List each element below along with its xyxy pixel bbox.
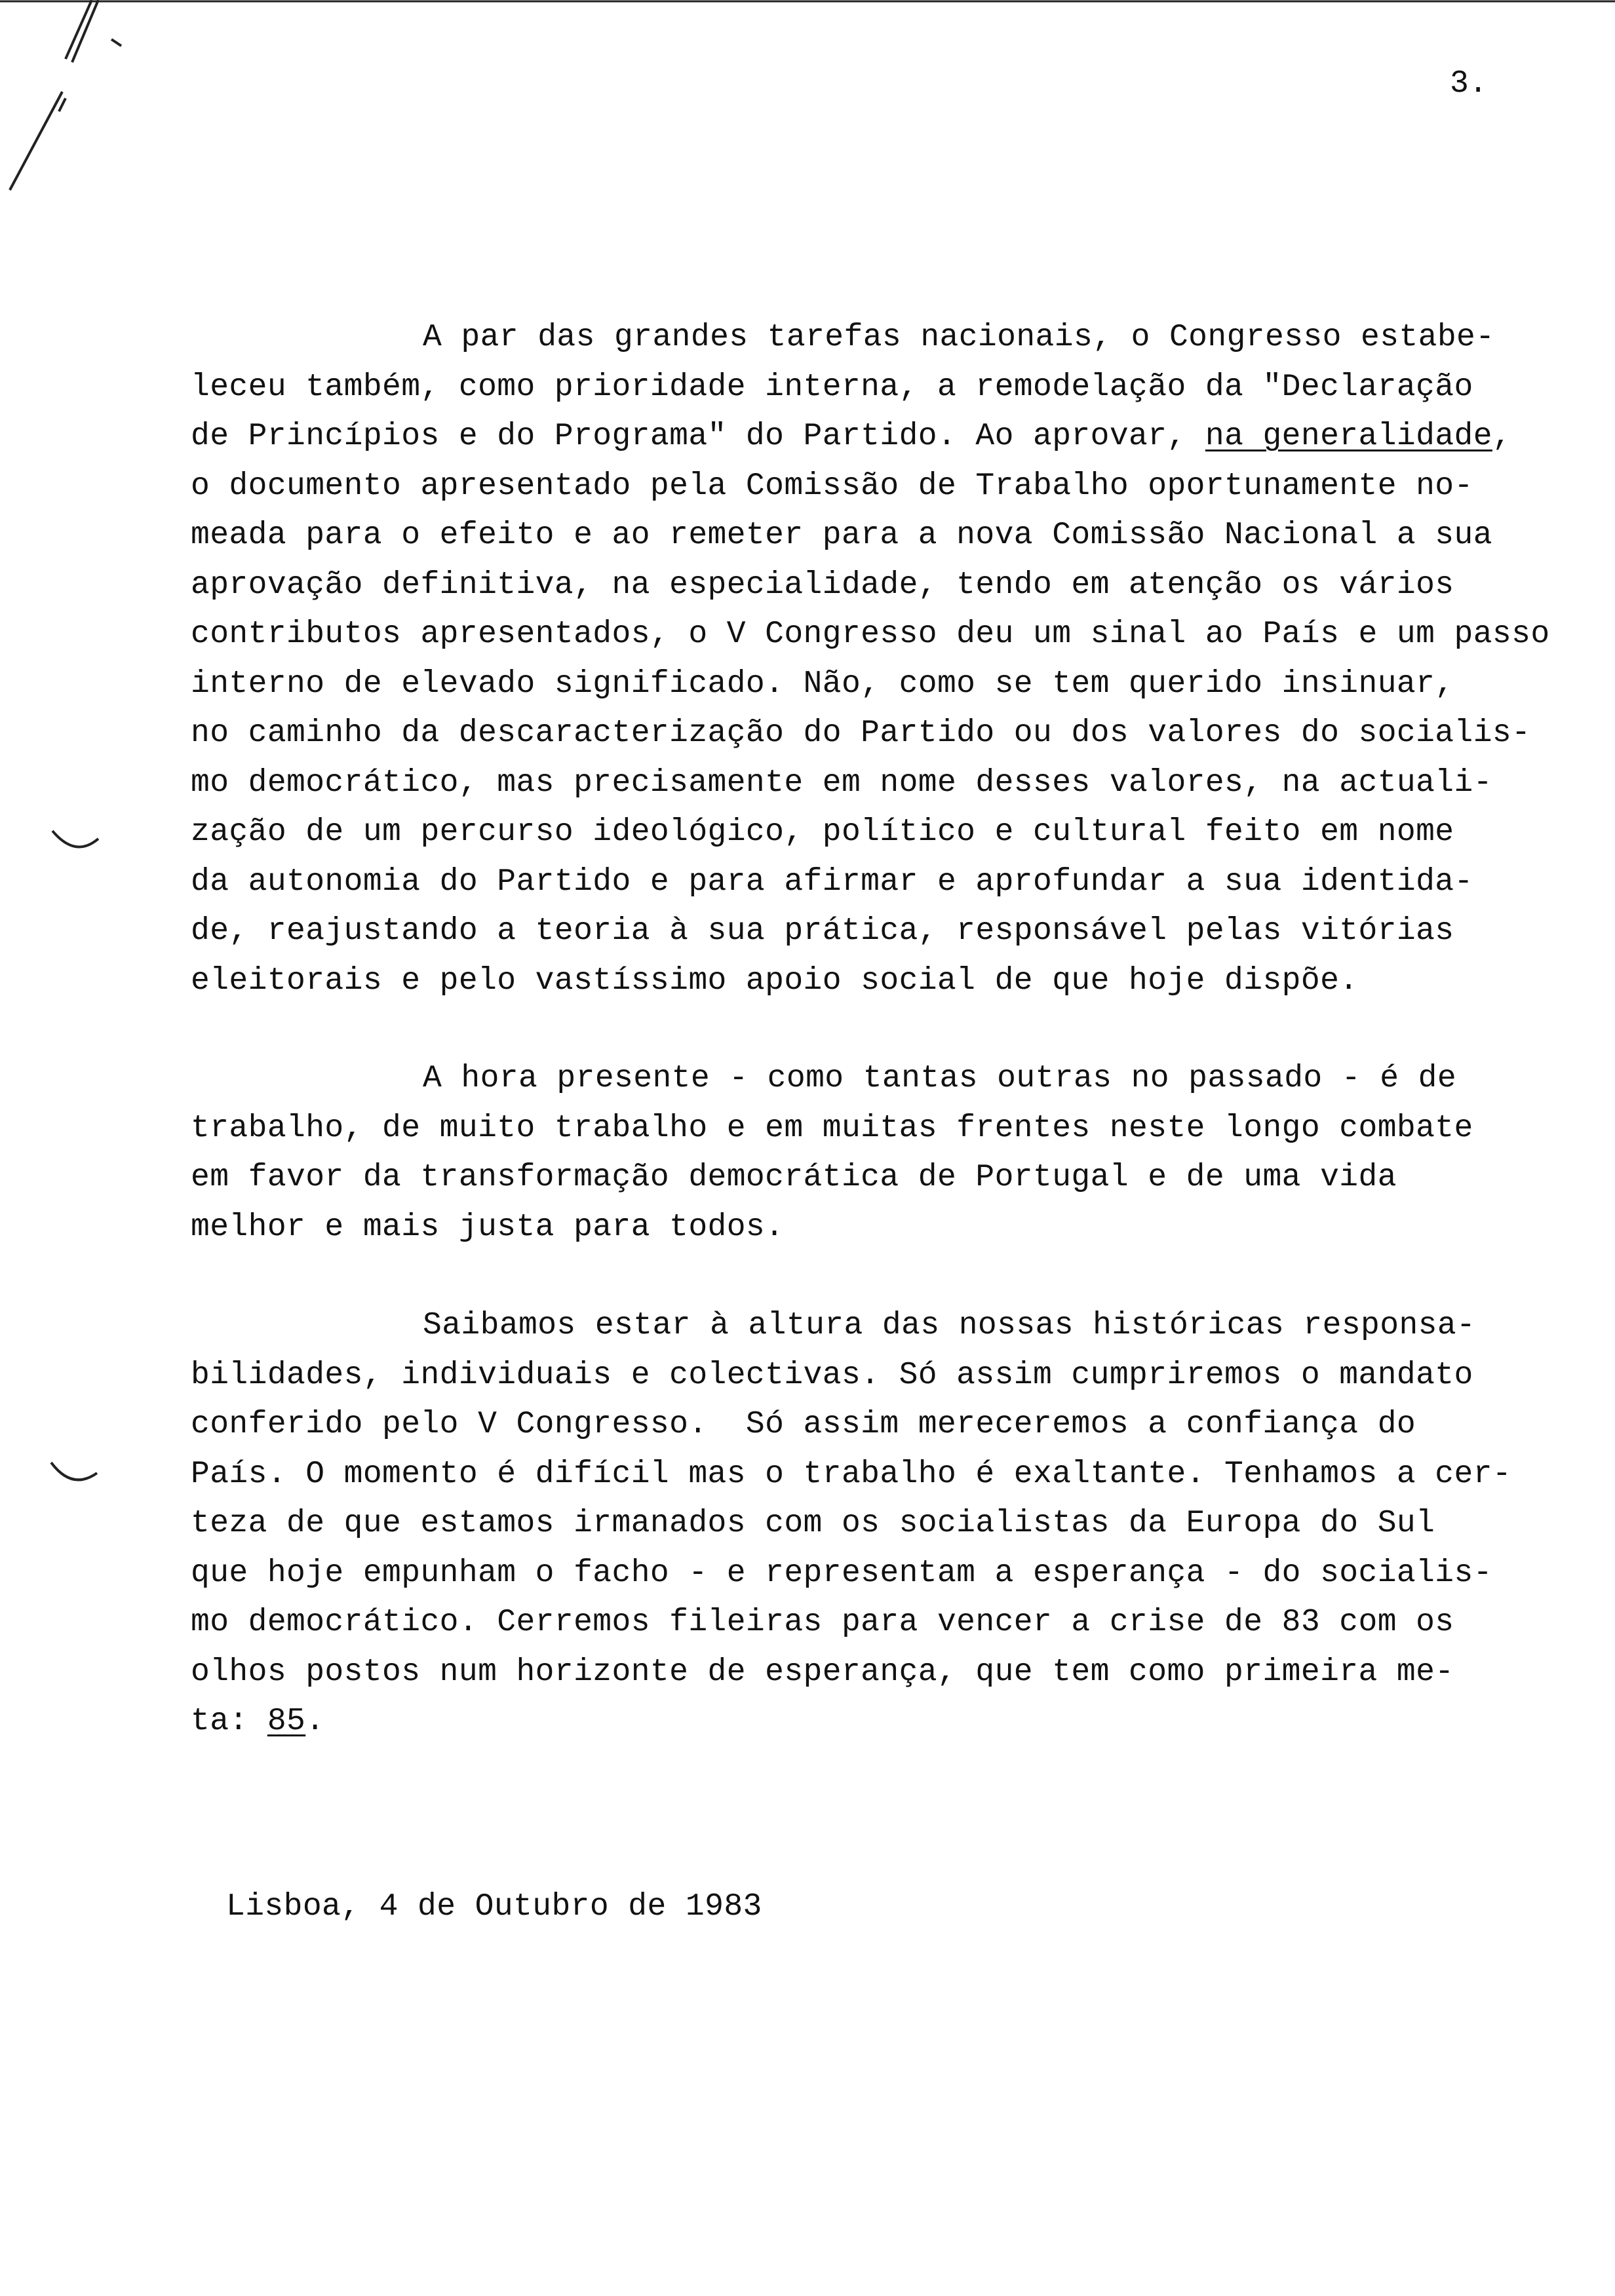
- text-segment: Saibamos estar à altura das nossas históricas responsa-: [423, 1308, 1476, 1343]
- text-line: [423, 318, 1494, 357]
- text-segment: leceu também, como prioridade interna, a remodelação da "Declaração: [191, 369, 1473, 405]
- text-segment: trabalho, de muito trabalho e em muitas frentes neste longo combate: [191, 1110, 1473, 1146]
- text-line: [191, 1504, 1435, 1543]
- text-line: [191, 1208, 784, 1247]
- slash-mark: [66, 0, 121, 62]
- text-line: [191, 1455, 1511, 1494]
- text-line: [191, 1653, 1454, 1692]
- text-segment: teza de que estamos irmanados com os socialistas da Europa do Sul: [191, 1506, 1435, 1541]
- text-segment: aprovação definitiva, na especialidade, tendo em atenção os vários: [191, 567, 1454, 603]
- text-segment: bilidades, individuais e colectivas. Só assim cumpriremos o mandato: [191, 1357, 1473, 1393]
- text-line: [191, 516, 1492, 555]
- text-segment: de, reajustando a teoria à sua prática, responsável pelas vitórias: [191, 913, 1454, 949]
- text-line: [191, 961, 1359, 1001]
- text-line: [191, 417, 1511, 456]
- text-segment: que hoje empunham o facho - e representam a esperança - do socialis-: [191, 1555, 1492, 1591]
- text-line: [423, 1059, 1456, 1098]
- text-line: [191, 714, 1530, 753]
- text-segment: eleitorais e pelo vastíssimo apoio social de que hoje dispõe.: [191, 963, 1359, 999]
- text-line: [191, 1702, 324, 1741]
- text-line: [191, 1158, 1397, 1197]
- text-segment: de Princípios e do Programa" do Partido. Ao aprovar,: [191, 419, 1205, 454]
- text-line: [423, 1306, 1475, 1345]
- text-segment: .: [305, 1704, 325, 1739]
- text-segment: no caminho da descaracterização do Partido ou dos valores do socialis-: [191, 716, 1531, 751]
- text-line: [191, 763, 1492, 803]
- text-line: [191, 813, 1454, 852]
- text-segment: interno de elevado significado. Não, como se tem querido insinuar,: [191, 666, 1454, 702]
- text-line: [191, 911, 1454, 951]
- text-segment: meada para o efeito e ao remeter para a nova Comissão Nacional a sua: [191, 518, 1492, 553]
- text-segment: melhor e mais justa para todos.: [191, 1209, 785, 1245]
- text-line: [191, 664, 1454, 704]
- text-line: [191, 1405, 1416, 1444]
- text-line: [191, 1109, 1473, 1148]
- page-number: 3.: [1450, 66, 1488, 102]
- text-line: [191, 1603, 1454, 1642]
- text-line: [191, 565, 1454, 605]
- text-segment: conferido pelo V Congresso. Só assim mereceremos a confiança do: [191, 1407, 1416, 1442]
- text-line: [191, 467, 1473, 506]
- place-and-date: Lisboa, 4 de Outubro de 1983: [226, 1889, 762, 1924]
- text-line: [191, 615, 1550, 654]
- text-segment: o documento apresentado pela Comissão de Trabalho oportunamente no-: [191, 468, 1473, 504]
- text-line: [191, 862, 1473, 902]
- text-line: [191, 368, 1473, 407]
- text-segment: A hora presente - como tantas outras no passado - é de: [423, 1061, 1457, 1096]
- margin-tick-mark: [52, 831, 98, 847]
- text-segment: mo democrático. Cerremos fileiras para vencer a crise de 83 com os: [191, 1605, 1454, 1640]
- underlined-text: na generalidade: [1205, 419, 1492, 454]
- text-segment: em favor da transformação democrática de Portugal e de uma vida: [191, 1160, 1397, 1195]
- text-segment: mo democrático, mas precisamente em nome desses valores, na actuali-: [191, 765, 1492, 801]
- text-segment: olhos postos num horizonte de esperança, que tem como primeira me-: [191, 1654, 1454, 1690]
- text-segment: da autonomia do Partido e para afirmar e aprofundar a sua identida-: [191, 864, 1473, 900]
- text-segment: zação de um percurso ideológico, político e cultural feito em nome: [191, 814, 1454, 850]
- underlined-text: 85: [267, 1704, 306, 1739]
- text-segment: ,: [1492, 419, 1512, 454]
- text-line: [191, 1356, 1473, 1395]
- text-line: [191, 1554, 1492, 1593]
- text-segment: contributos apresentados, o V Congresso deu um sinal ao País e um passo: [191, 617, 1550, 652]
- text-segment: ta:: [191, 1704, 267, 1739]
- slash-mark: [10, 92, 66, 190]
- text-segment: A par das grandes tarefas nacionais, o Congresso estabe-: [423, 320, 1495, 355]
- margin-tick-mark: [51, 1463, 97, 1480]
- text-segment: País. O momento é difícil mas o trabalho é exaltante. Tenhamos a cer-: [191, 1456, 1512, 1492]
